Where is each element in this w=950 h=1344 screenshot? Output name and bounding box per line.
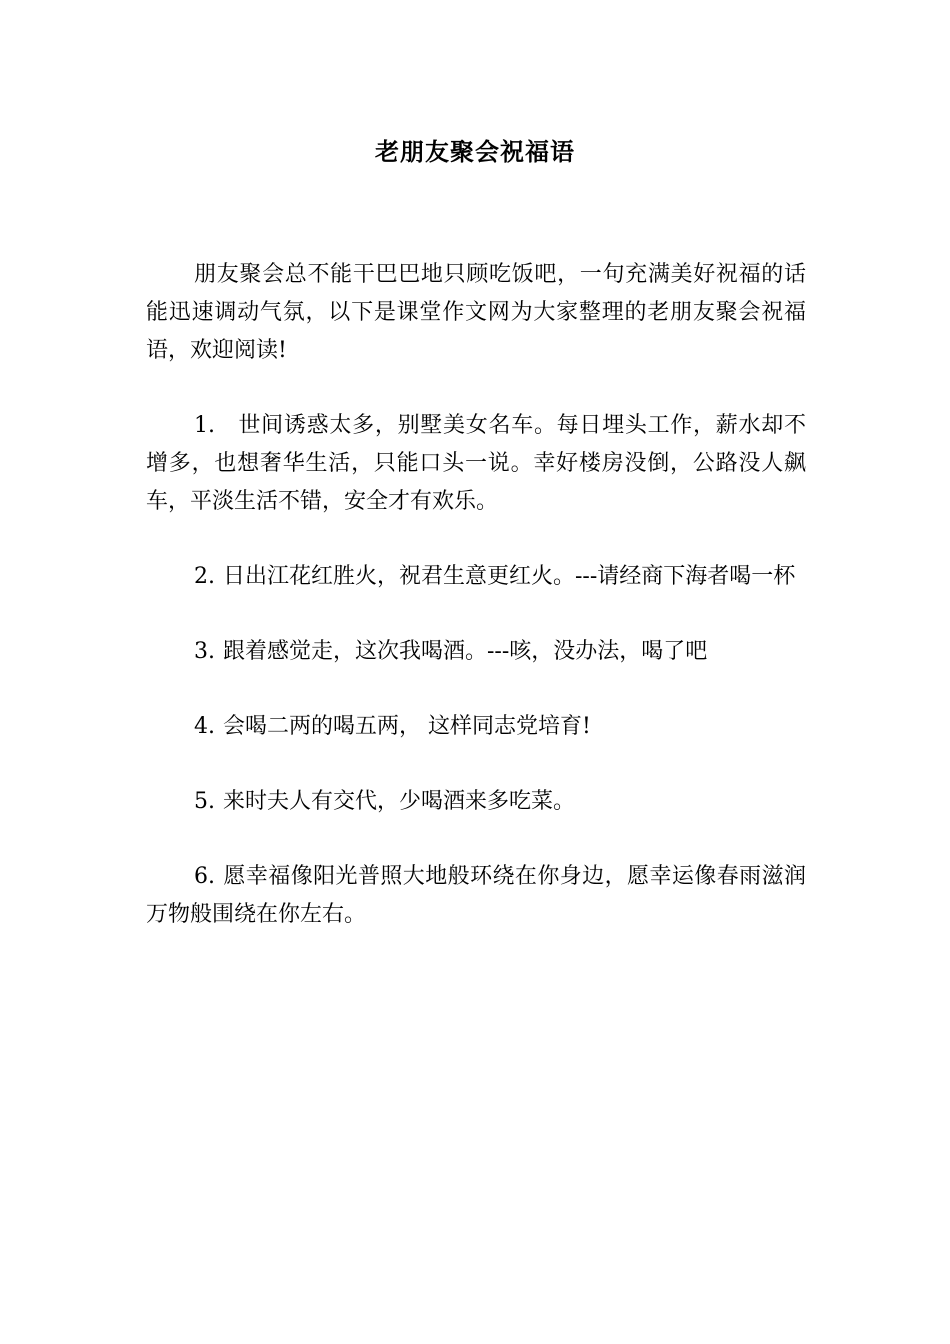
item-text: 日出江花红胜火，祝君生意更红火。---请经商下海者喝一杯 [223,564,796,589]
document-body [146,256,806,971]
list-item [146,783,806,858]
item-text: 世间诱惑太多，别墅美女名车。每日埋头工作，薪水却不增多，也想奢华生活，只能口头一说。幸好楼房没倒，公路没人飙车，平淡生活不错，安全才有欢乐。 [146,413,806,514]
item-number: 6. [194,864,215,889]
item-number: 5. [194,789,215,814]
document-title: 老朋友聚会祝福语 [375,137,575,166]
intro-paragraph: 朋友聚会总不能干巴巴地只顾吃饭吧，一句充满美好祝福的话能迅速调动气氛，以下是课堂作文网为大家整理的老朋友聚会祝福语，欢迎阅读! [146,262,806,363]
item-text: 愿幸福像阳光普照大地般环绕在你身边，愿幸运像春雨滋润万物般围绕在你左右。 [146,864,806,927]
list-item [146,858,806,971]
list-item [146,558,806,633]
item-text: 会喝二两的喝五两， 这样同志党培育! [223,714,591,739]
item-number: 1. [194,413,215,438]
item-number: 4. [194,714,215,739]
list-item [146,633,806,708]
item-text: 跟着感觉走，这次我喝酒。---咳，没办法，喝了吧 [223,639,708,664]
item-number: 2. [194,564,215,589]
item-text: 来时夫人有交代，少喝酒来多吃菜。 [223,789,576,814]
item-number: 3. [194,639,215,664]
list-item [146,708,806,783]
list-item [146,407,806,558]
